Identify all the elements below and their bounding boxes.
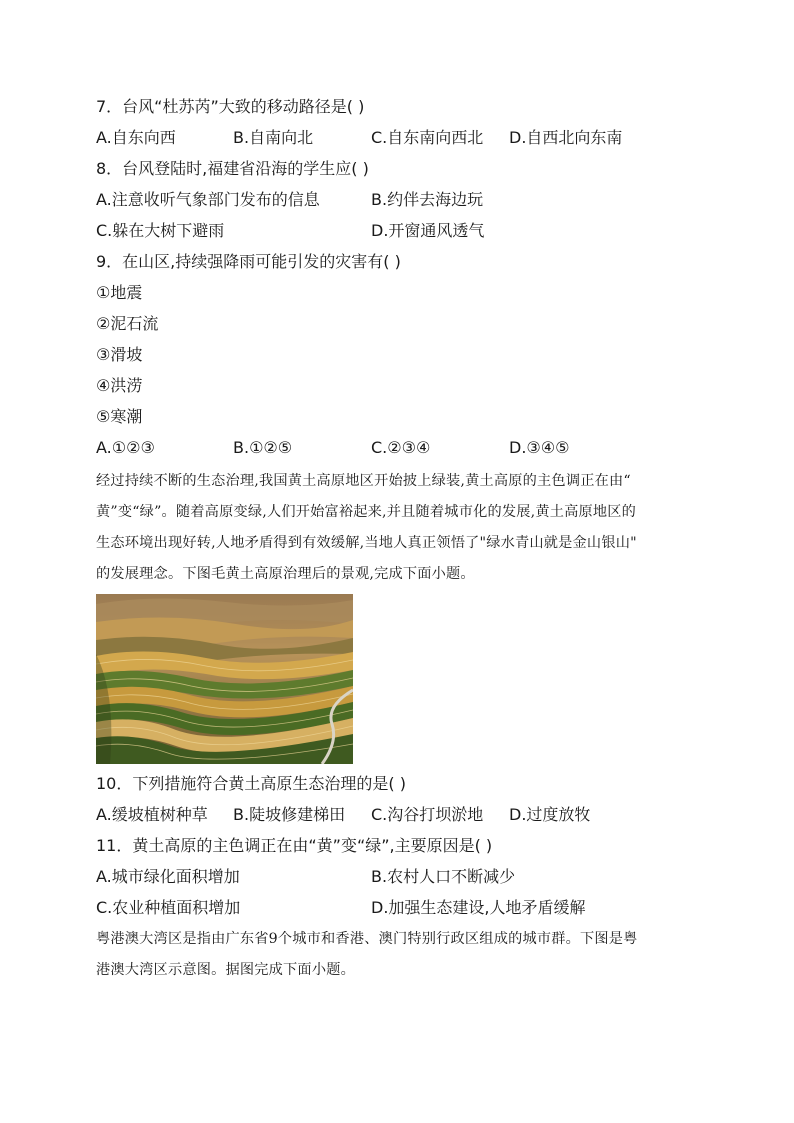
- q8-option-a: A.注意收听气象部门发布的信息: [96, 190, 320, 209]
- q11-option-b: B.农村人口不断减少: [371, 867, 516, 886]
- q9-item-2: ②泥石流: [96, 314, 159, 333]
- q9-option-c: C.②③④: [371, 438, 431, 457]
- q10-option-c: C.沟谷打坝淤地: [371, 805, 484, 824]
- q11-option-a: A.城市绿化面积增加: [96, 867, 240, 886]
- q9-item-4: ④洪涝: [96, 376, 143, 395]
- q8-option-d: D.开窗通风透气: [371, 221, 485, 240]
- q11-option-d: D.加强生态建设,人地矛盾缓解: [371, 898, 586, 917]
- q8-option-b: B.约伴去海边玩: [371, 190, 484, 209]
- question-9-stem: 9．在山区,持续强降雨可能引发的灾害有( ): [96, 252, 401, 271]
- q7-option-b: B.自南向北: [233, 128, 314, 147]
- q7-option-a: A.自东向西: [96, 128, 176, 147]
- passage-line: 粤港澳大湾区是指由广东省9个城市和香港、澳门特别行政区组成的城市群。下图是粤: [96, 931, 638, 947]
- q7-option-d: D.自西北向东南: [509, 128, 623, 147]
- q9-item-1: ①地震: [96, 283, 143, 302]
- question-7-stem: 7．台风“杜苏芮”大致的移动路径是( ): [96, 97, 365, 116]
- q10-option-d: D.过度放牧: [509, 805, 591, 824]
- q7-option-c: C.自东南向西北: [371, 128, 484, 147]
- loess-plateau-passage: [96, 466, 700, 590]
- terraced-loess-plateau-photo: [96, 594, 353, 764]
- passage-line: 的发展理念。下图毛黄土高原治理后的景观,完成下面小题。: [96, 566, 475, 582]
- passage-line: 生态环境出现好转,人地矛盾得到有效缓解,当地人真正领悟了"绿水青山就是金山银山": [96, 535, 637, 551]
- question-10-stem: 10．下列措施符合黄土高原生态治理的是( ): [96, 774, 406, 793]
- q8-option-c: C.躲在大树下避雨: [96, 221, 225, 240]
- q10-option-a: A.缓坡植树种草: [96, 805, 208, 824]
- passage-line: 经过持续不断的生态治理,我国黄土高原地区开始披上绿装,黄土高原的主色调正在由“: [96, 473, 631, 489]
- passage-line: 港澳大湾区示意图。据图完成下面小题。: [96, 962, 355, 978]
- greater-bay-area-passage: [96, 924, 700, 986]
- q11-option-c: C.农业种植面积增加: [96, 898, 241, 917]
- q9-item-5: ⑤寒潮: [96, 407, 143, 426]
- q9-item-3: ③滑坡: [96, 345, 143, 364]
- q10-option-b: B.陡坡修建梯田: [233, 805, 346, 824]
- passage-line: 黄”变“绿”。随着高原变绿,人们开始富裕起来,并且随着城市化的发展,黄土高原地区的: [96, 504, 637, 520]
- q9-option-b: B.①②⑤: [233, 438, 293, 457]
- question-8-stem: 8．台风登陆时,福建省沿海的学生应( ): [96, 159, 369, 178]
- q9-option-d: D.③④⑤: [509, 438, 570, 457]
- question-11-stem: 11．黄土高原的主色调正在由“黄”变“绿”,主要原因是( ): [96, 836, 493, 855]
- q9-option-a: A.①②③: [96, 438, 155, 457]
